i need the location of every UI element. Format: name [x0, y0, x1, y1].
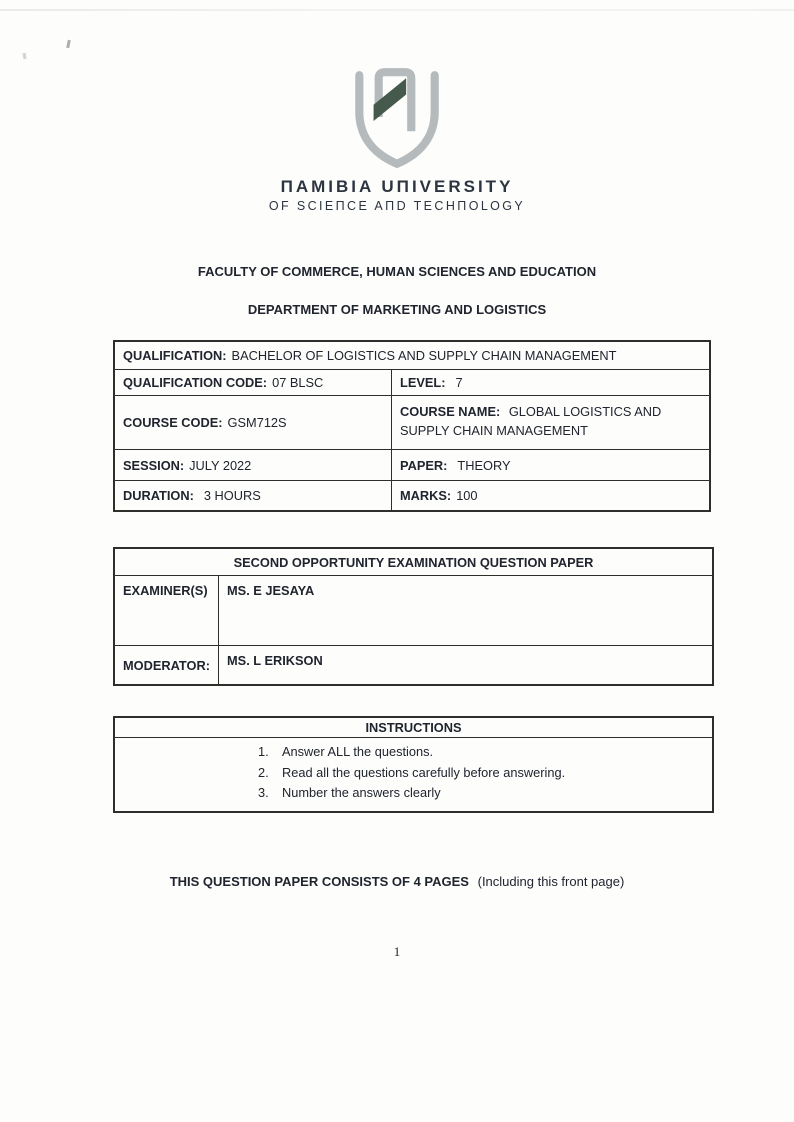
faculty-heading: FACULTY OF COMMERCE, HUMAN SCIENCES AND EDUCATION — [197, 264, 597, 279]
qualification-cell — [115, 342, 709, 369]
table-row-code-level — [115, 369, 709, 395]
duration-value: 3 HOURS — [203, 488, 261, 503]
instruction-item: 1. Answer ALL the questions. — [258, 744, 434, 759]
table-row-duration-marks — [115, 480, 709, 510]
instructions-title: INSTRUCTIONS — [115, 718, 712, 738]
qualification-code-value: 07 BLSC — [272, 375, 324, 390]
course-name-cell — [391, 396, 709, 449]
scan-edge-artifact — [0, 9, 794, 11]
level-value: 7 — [455, 375, 463, 390]
moderator-value: MS. L ERIKSON — [218, 646, 712, 684]
course-code-cell — [115, 396, 391, 449]
scan-speck — [23, 53, 27, 59]
course-code-label: COURSE CODE: — [123, 415, 223, 430]
level-label: LEVEL: — [400, 375, 446, 390]
duration-label: DURATION: — [123, 488, 194, 503]
paper-label: PAPER: — [400, 457, 448, 473]
paper-value: THEORY — [457, 457, 511, 473]
duration-cell — [115, 481, 391, 510]
qualification-value: BACHELOR OF LOGISTICS AND SUPPLY CHAIN MANAGEMENT — [231, 348, 617, 363]
page-number: 1 — [393, 944, 401, 959]
qualification-code-label: QUALIFICATION CODE: — [123, 375, 268, 390]
instructions-list — [115, 738, 712, 811]
course-info-table — [113, 340, 711, 512]
table-row-qualification — [115, 342, 709, 369]
marks-cell — [391, 481, 709, 510]
page-count-bold: THIS QUESTION PAPER CONSISTS OF 4 PAGES — [169, 874, 469, 889]
course-code-value: GSM712S — [227, 415, 287, 430]
course-name-label: COURSE NAME: — [400, 404, 501, 419]
scan-speck — [66, 40, 71, 48]
university-logo — [0, 64, 794, 213]
examiner-table — [113, 547, 714, 686]
department-heading: DEPARTMENT OF MARKETING AND LOGISTICS — [247, 302, 547, 317]
table-row-session-paper — [115, 449, 709, 480]
session-value: JULY 2022 — [189, 457, 252, 473]
page-count-statement — [0, 874, 794, 889]
university-wordmark-line2: OF SCIEΠCE AΠD TECHΠOLOGY — [268, 198, 526, 213]
marks-label: MARKS: — [400, 488, 452, 503]
marks-value: 100 — [456, 488, 478, 503]
qualification-label: QUALIFICATION: — [123, 348, 227, 363]
course-name-value: GLOBAL LOGISTICS AND SUPPLY CHAIN MANAGEMENT — [400, 404, 662, 438]
examiner-label: EXAMINER(S) — [123, 583, 208, 598]
table-row-moderator — [115, 645, 712, 684]
examiner-value: MS. E JESAYA — [218, 576, 712, 645]
instruction-item: 2. Read all the questions carefully before answering. — [258, 764, 566, 780]
university-wordmark-line1: ΠAMIBIA UΠIVERSITY — [280, 177, 514, 196]
table-row-course — [115, 395, 709, 449]
page-count-note: (Including this front page) — [477, 874, 625, 889]
shield-logo-icon — [351, 64, 443, 174]
session-label: SESSION: — [123, 457, 185, 473]
moderator-label: MODERATOR: — [123, 658, 210, 673]
instructions-table — [113, 716, 714, 813]
table-row-examiner — [115, 575, 712, 645]
session-cell — [115, 450, 391, 480]
instruction-item: 3. Number the answers clearly — [258, 785, 441, 800]
level-cell — [391, 370, 709, 395]
exam-paper-title: SECOND OPPORTUNITY EXAMINATION QUESTION PAPER — [233, 554, 594, 570]
qualification-code-cell — [115, 370, 391, 395]
paper-cell — [391, 450, 709, 480]
